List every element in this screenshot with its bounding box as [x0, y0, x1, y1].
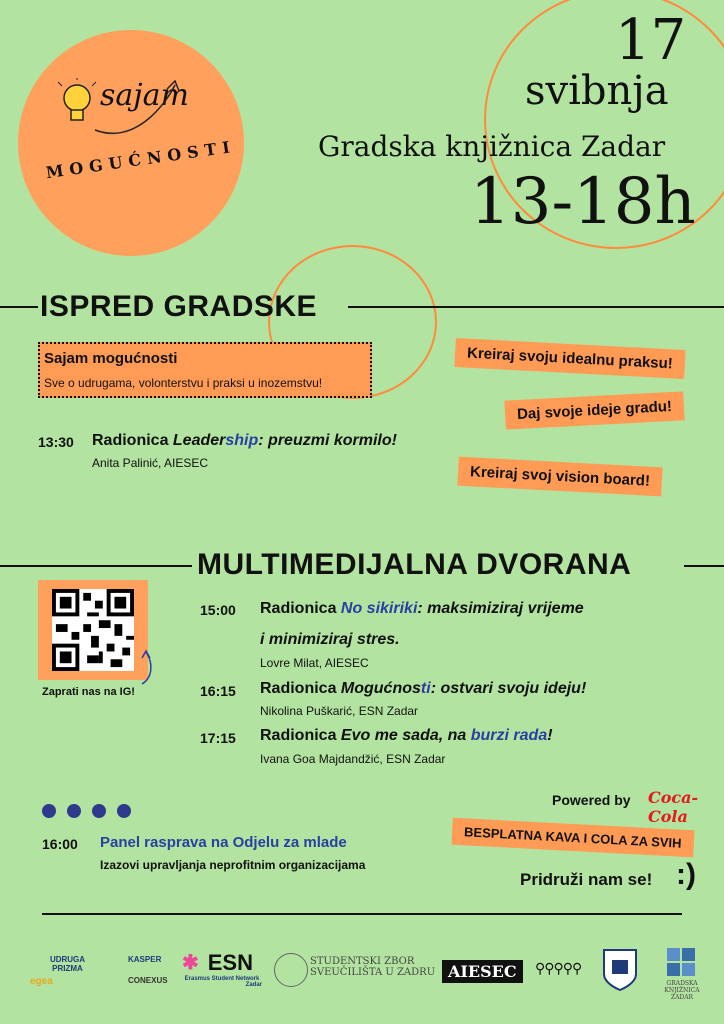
- zadar-coat-of-arms-icon: [602, 948, 638, 992]
- dot: [42, 804, 56, 818]
- swirl-arrow-icon: [55, 75, 215, 145]
- logo-word-sajam: sajam: [100, 78, 189, 113]
- divider-1-left: [0, 306, 38, 308]
- footer-divider: [42, 913, 682, 915]
- fair-subtitle: Sve o udrugama, volonterstvu i praksi u inozemstvu!: [44, 376, 323, 390]
- dot: [117, 804, 131, 818]
- star-icon: ✱: [182, 952, 199, 974]
- studentski-zbor-seal-icon: [274, 953, 308, 987]
- event-title-cont: i minimiziraj stres.: [260, 631, 400, 648]
- logo: [44, 70, 237, 200]
- event-speaker: Ivana Goa Majdandžić, ESN Zadar: [260, 752, 446, 766]
- event-time: 15:00: [200, 602, 236, 618]
- panel-subtitle: Izazovi upravljanja neprofitnim organizacijama: [100, 858, 366, 872]
- event-speaker: Lovre Milat, AIESEC: [260, 656, 369, 670]
- panel-time: 16:00: [42, 836, 78, 852]
- date-month: svibnja: [525, 68, 669, 114]
- event-title: Radionica Mogućnosti: ostvari svoju ideju!: [260, 680, 587, 697]
- event-speaker: Anita Palinić, AIESEC: [92, 456, 209, 470]
- tag-praksa: Kreiraj svoju idealnu praksu!: [454, 338, 685, 379]
- qr-code-icon[interactable]: [52, 589, 134, 671]
- esn-logo: ✱ ESN Erasmus Student Network Zadar: [182, 950, 262, 988]
- hours: 13-18h: [470, 165, 696, 239]
- divider-2-right: [684, 565, 724, 567]
- event-title: Radionica Evo me sada, na burzi rada!: [260, 727, 553, 744]
- panel-title: Panel rasprava na Odjelu za mlade: [100, 834, 347, 851]
- section-title-multimedijalna: MULTIMEDIJALNA DVORANA: [197, 548, 632, 581]
- event-speaker: Nikolina Puškarić, ESN Zadar: [260, 704, 419, 718]
- coca-cola-logo: Coca-Cola: [648, 788, 699, 826]
- event-time: 13:30: [38, 434, 74, 450]
- conexus-logo: CONEXUS: [128, 976, 168, 985]
- qr-caption[interactable]: Zaprati nas na IG!: [42, 686, 135, 698]
- event-time: 16:15: [200, 683, 236, 699]
- fair-title: Sajam mogućnosti: [44, 350, 178, 367]
- studentski-zbor-logo: STUDENTSKI ZBOR SVEUČILIŠTA U ZADRU: [310, 956, 436, 978]
- logo-word-mogucnosti: MOGUĆNOSTI: [44, 136, 237, 183]
- smile-icon: :): [676, 858, 696, 891]
- tag-ideje: Daj svoje ideje gradu!: [504, 391, 684, 429]
- powered-by: Powered by: [552, 792, 631, 808]
- event-title: Radionica Leadership: preuzmi kormilo!: [92, 432, 397, 449]
- divider-2-left: [0, 565, 192, 567]
- qr-box: [38, 580, 148, 680]
- egea-logo: egea: [30, 976, 53, 987]
- tag-vision-board: Kreiraj svoj vision board!: [457, 457, 662, 497]
- event-time: 17:15: [200, 730, 236, 746]
- date-day: 17: [615, 8, 687, 73]
- join-text: Pridruži nam se!: [520, 870, 653, 889]
- dot: [67, 804, 81, 818]
- kasper-logo: KASPER: [128, 955, 162, 964]
- divider-1-right: [348, 306, 724, 308]
- dot: [92, 804, 106, 818]
- udruga-logo: UDRUGA PRIZMA: [49, 955, 86, 973]
- section-title-ispred: ISPRED GRADSKE: [40, 290, 318, 323]
- library-logo: GRADSKA KNJIŽNICA ZADAR: [664, 980, 700, 1001]
- library-logo-icon: [667, 948, 695, 976]
- venue: Gradska knjižnica Zadar: [318, 130, 666, 163]
- aiesec-logo: AIESEC: [442, 960, 523, 983]
- event-title: Radionica No sikiriki: maksimiziraj vrijeme: [260, 600, 584, 617]
- arrow-up-icon: [138, 648, 158, 688]
- fair-box: [38, 342, 372, 398]
- free-coffee-banner: BESPLATNA KAVA I COLA ZA SVIH: [451, 818, 694, 858]
- aiesec-figures-icon: ⚲⚲⚲⚲⚲: [535, 960, 582, 976]
